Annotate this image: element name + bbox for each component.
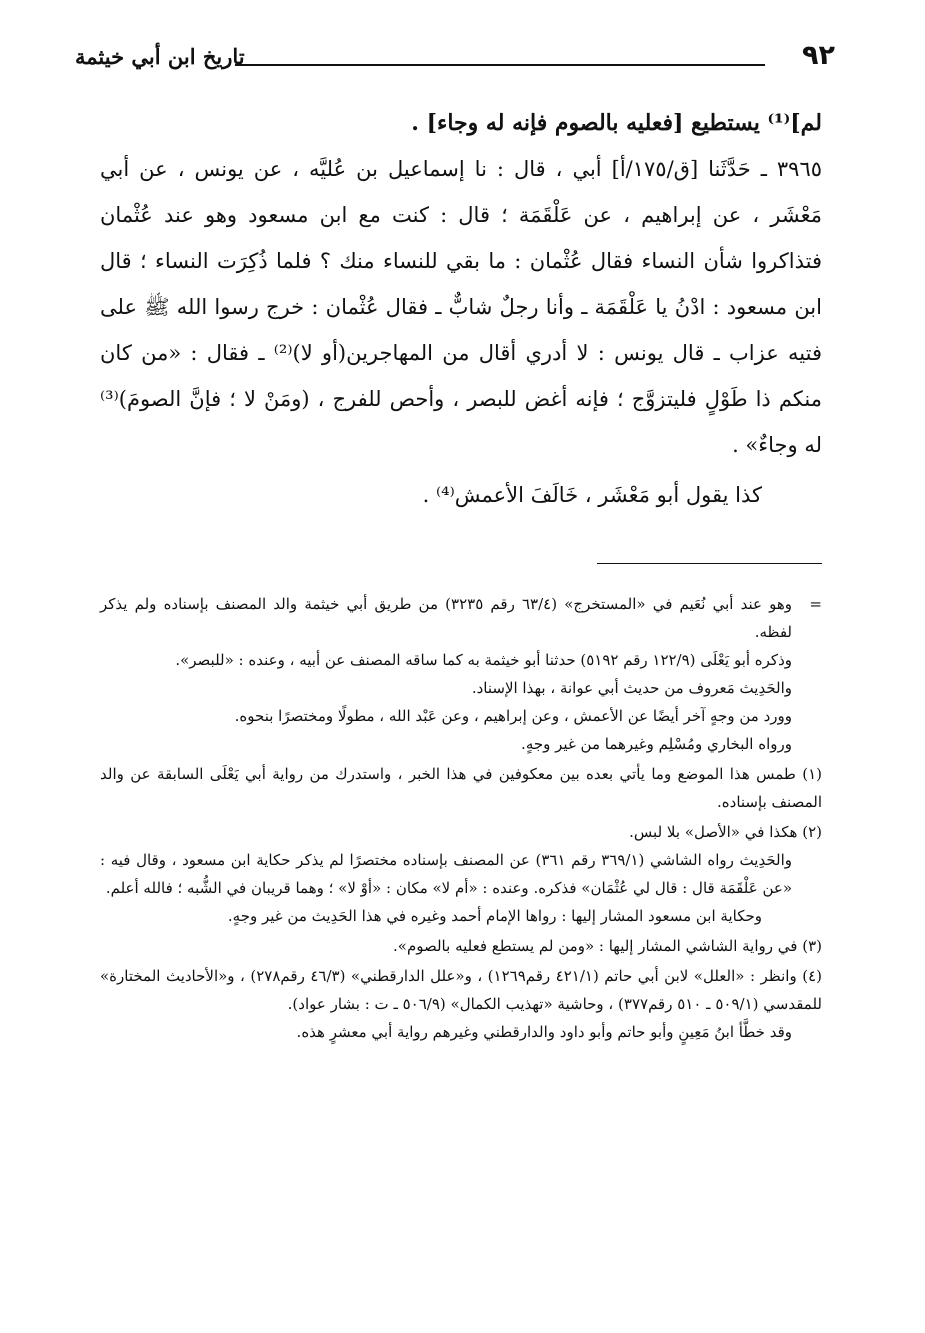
opening-line: لم]⁽¹⁾ يستطيع [فعليه بالصوم فإنه له وجاء] . (411, 110, 822, 136)
footnote-line: والحَدِيث رواه الشاشي (٣٦٩/١ رقم ٣٦١) عن المصنف بإسناده مختصرًا لم يذكر حكاية ابن مسعود ، وقال فيه : «عن عَلْقَمَة قال : قال لي عُثْمَان» فذكره. وعنده : «أم لا» مكان : «أوْ لا» ؛ وهما قريبان في الشُّبه ؛ فالله أعلم. (100, 851, 793, 897)
footnote-4 (100, 962, 822, 1046)
footnote-3 (100, 932, 822, 960)
page-number: ٩٢ (802, 40, 835, 71)
footnote-text: طمس هذا الموضع وما يأتي بعده بين معكوفين في هذا الخبر ، واستدرك من رواية أبي يَعْلَى السابقة عن والد المصنف بإسناده. (100, 765, 822, 811)
footnote-marker: (٤) (802, 967, 822, 985)
footnote-text: في رواية الشاشي المشار إليها : «ومن لم يستطع فعليه بالصوم». (393, 937, 798, 955)
hadith-paragraph: ٣٩٦٥ ـ حَدَّثَنا [ق/١٧٥/أ] أبي ، قال : نا إسماعيل بن عُليَّه ، عن يونس ، عن أبي مَعْشَر ، عن إبراهيم ، عن عَلْقَمَة ؛ قال : كنت مع ابن مسعود وهو عند عُثْمان فتذاكروا شأن النساء فقال عُثْمان : ما بقي للنساء منك ؟ فلما ذُكِرَت النساء ؛ قال ابن مسعود : ادْنُ يا عَلْقَمَة ـ وأنا رجلٌ شابٌّ ـ فقال عُثْمان : خرج رسوا الله ﷺ على فتيه عزاب ـ قال يونس : لا أدري أقال من المهاجرين(أو لا)⁽²⁾ ـ فقال : «من كان منكم ذا طَوْلٍ فليتزوَّج ؛ فإنه أغض للبصر ، وأحص للفرج ، (ومَنْ لا ؛ فإنَّ الصومَ)⁽³⁾ له وجاءٌ» . (100, 157, 823, 457)
footnote-line: وحكاية ابن مسعود المشار إليها : رواها الإمام أحمد وغيره في هذا الحَدِيث من غير وجهٍ. (227, 907, 762, 925)
footnote-text: وهو عند أبي نُعَيم في «المستخرج» (٦٣/٤ رقم ٣٢٣٥) من طريق أبي خيثمة والد المصنف بإسناده ولم يذكر لفظه. (100, 595, 793, 641)
footnote-marker: (٣) (802, 937, 822, 955)
footnote-text: هكذا في «الأصل» بلا لبس. (629, 823, 798, 841)
footnote-line: ورواه البخاري ومُسْلِم وغيرهما من غير وجهٍ. (521, 735, 792, 753)
footnote-marker: (٢) (802, 823, 822, 841)
footnote-line: وورد من وجهٍ آخر أيضًا عن الأعمش ، وعن إبراهيم ، وعن عَبْد الله ، مطولًا ومختصرًا بنحوه. (234, 707, 792, 725)
continuation-marker: = (809, 595, 822, 613)
footnote-continuation (100, 590, 822, 758)
footnote-line: وقد خطَّأ ابنُ مَعِينٍ وأبو حاتم وأبو داود والدارقطني وغيرهم رواية أبي معشرٍ هذه. (296, 1023, 792, 1041)
footnote-text: وانظر : «العلل» لابن أبي حاتم (٤٢١/١ رقم١٢٦٩) ، و«علل الدارقطني» (٤٦/٣ رقم٢٧٨) ، و«الأحاديث المختارة» للمقدسي (٥٠٩/١ ـ ٥١٠ رقم٣٧٧) ، وحاشية «تهذيب الكمال» (٥٠٦/٩ ـ ت : بشار عواد). (100, 967, 822, 1013)
footnote-line (100, 818, 822, 846)
footnote-line (100, 932, 822, 960)
footnote-line (100, 962, 822, 1018)
footnote-line: وذكره أبو يَعْلَى (١٢٢/٩ رقم ٥١٩٢) حدثنا أبو خيثمة به كما ساقه المصنف عن أبيه ، وعنده : «للبصر». (175, 651, 792, 669)
footnote-line: والحَدِيث مَعروف من حديث أبي عوانة ، بهذا الإسناد. (471, 679, 792, 697)
footnote-line (100, 590, 822, 646)
header-rule (235, 64, 765, 66)
footnote-marker: (١) (802, 765, 822, 783)
book-title: تاريخ ابن أبي خيثمة (75, 44, 245, 69)
footnote-2 (100, 818, 822, 930)
page-header (75, 38, 835, 78)
footnote-1 (100, 760, 822, 816)
main-text (100, 100, 822, 518)
footnote-line (100, 760, 822, 816)
closing-line: كذا يقول أبو مَعْشَر ، خَالَفَ الأعمش⁽⁴⁾ . (422, 483, 762, 507)
footnote-separator (597, 563, 822, 564)
footnotes (100, 590, 822, 1046)
